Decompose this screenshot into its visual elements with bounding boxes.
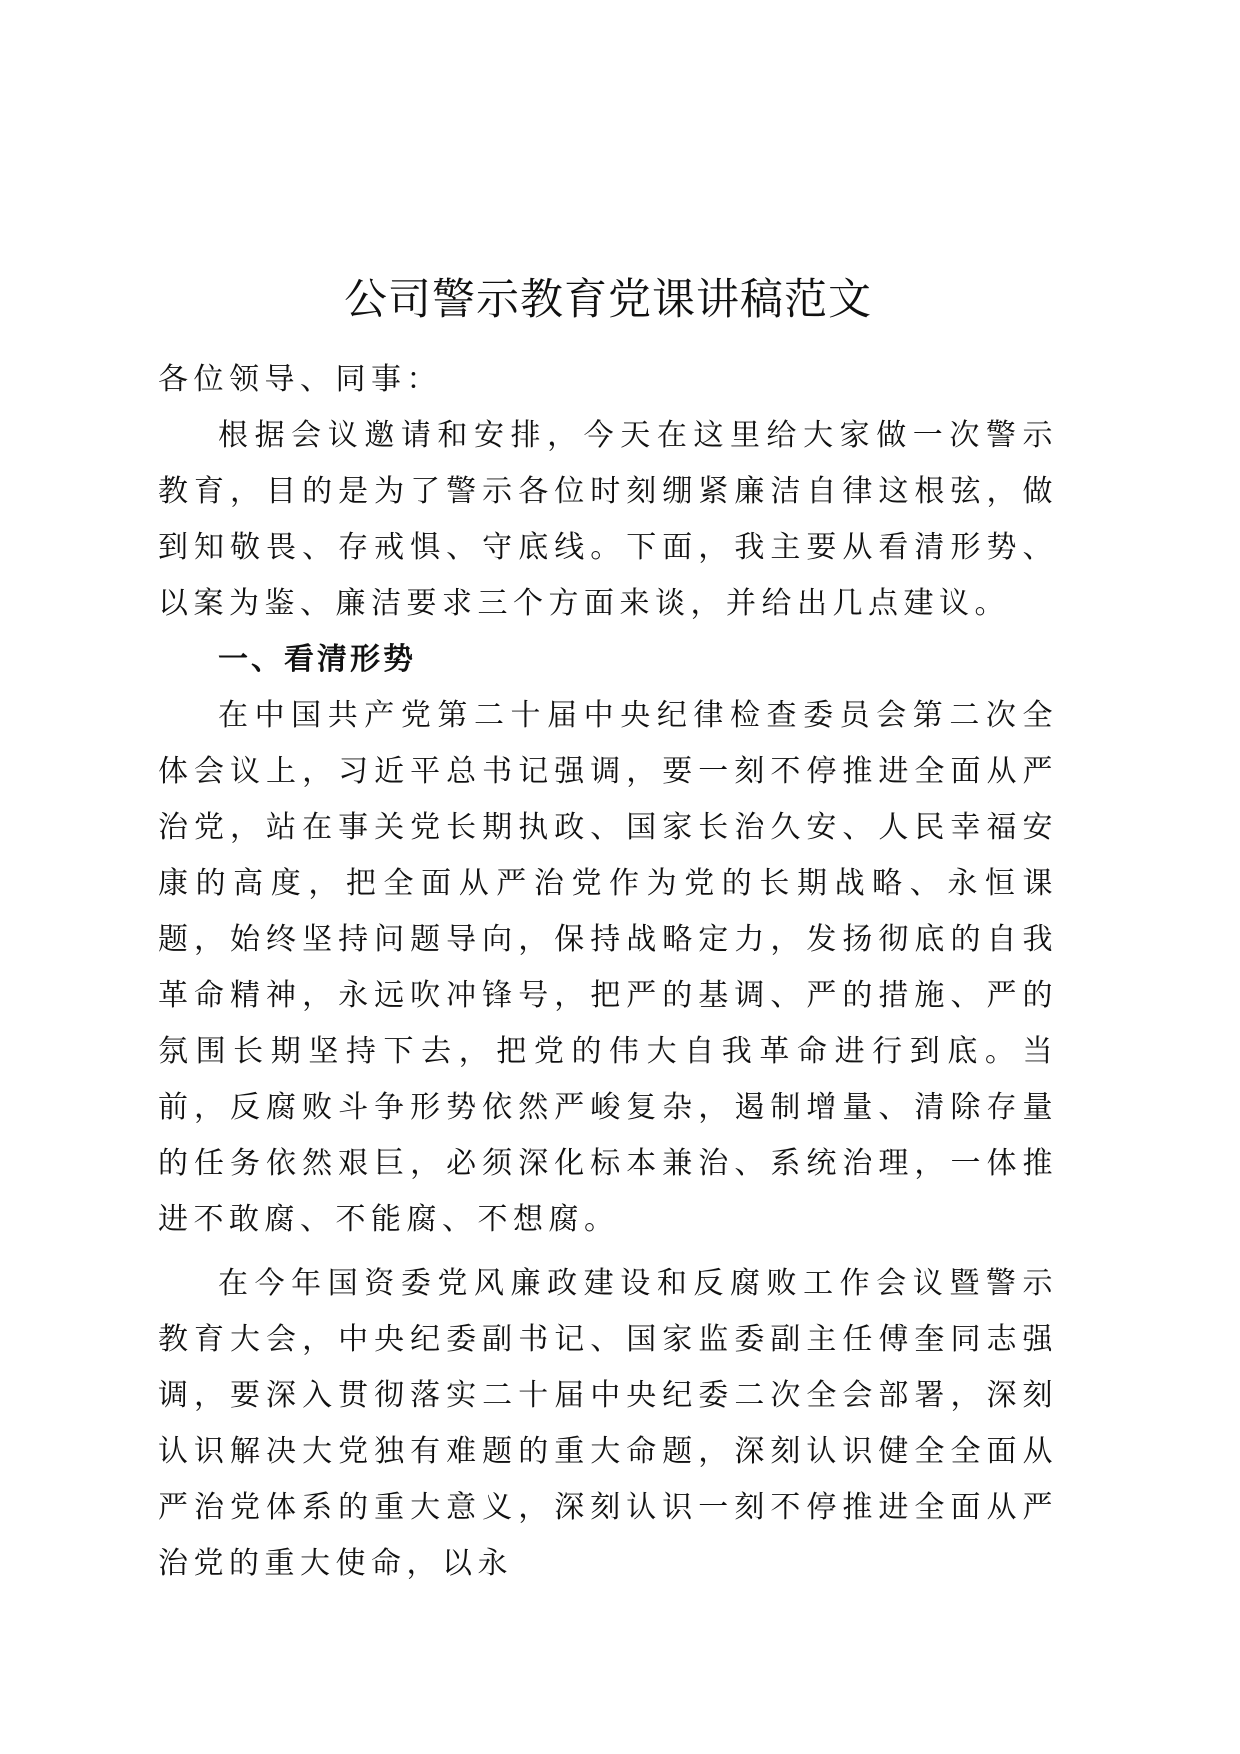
document-title: 公司警示教育党课讲稿范文 [344,275,872,325]
document-body [158,256,1058,1592]
section-heading: 一、看清形势 [218,642,416,677]
section-paragraph-2: 在今年国资委党风廉政建设和反腐败工作会议暨警示教育大会，中央纪委副书记、国家监委副主任傅奎同志强调，要深入贯彻落实二十届中央纪委二次全会部署，深刻认识解决大党独有难题的重大命题，深刻认识健全全面从严治党体系的重大意义，深刻认识一刻不停推进全面从严治党的重大使命，以永 [158,1266,1058,1581]
intro-paragraph: 根据会议邀请和安排，今天在这里给大家做一次警示教育，目的是为了警示各位时刻绷紧廉洁自律这根弦，做到知敬畏、存戒惧、守底线。下面，我主要从看清形势、以案为鉴、廉洁要求三个方面来谈，并给出几点建议。 [158,418,1058,621]
section-paragraph-1: 在中国共产党第二十届中央纪律检查委员会第二次全体会议上，习近平总书记强调，要一刻不停推进全面从严治党，站在事关党长期执政、国家长治久安、人民幸福安康的高度，把全面从严治党作为党的长期战略、永恒课题，始终坚持问题导向，保持战略定力，发扬彻底的自我革命精神，永远吹冲锋号，把严的基调、严的措施、严的氛围长期坚持下去，把党的伟大自我革命进行到底。当前，反腐败斗争形势依然严峻复杂，遏制增量、清除存量的任务依然艰巨，必须深化标本兼治、系统治理，一体推进不敢腐、不能腐、不想腐。 [158,698,1058,1237]
salutation: 各位领导、同事： [158,362,442,397]
